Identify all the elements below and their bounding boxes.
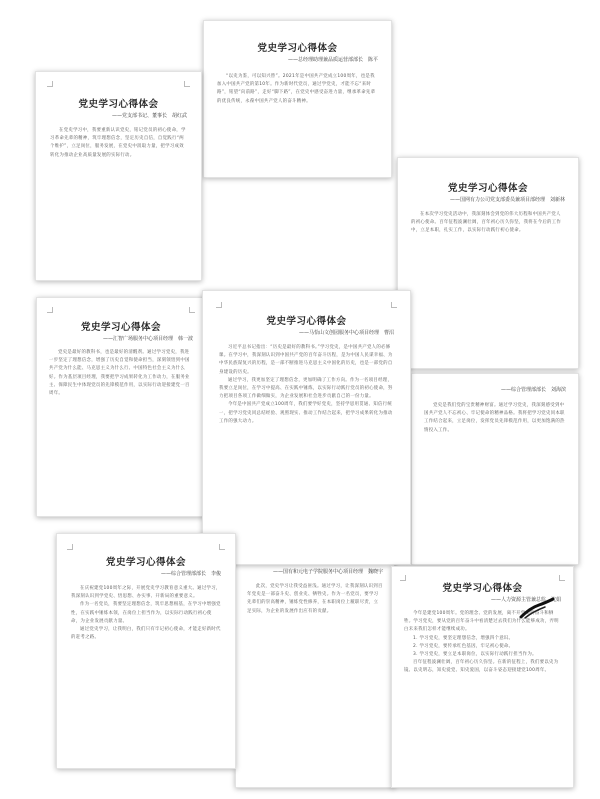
document-title: 党史学习心得体会 xyxy=(266,316,347,327)
document-author: ——马恰山文创园服务中心项目经理 曹沼 xyxy=(298,330,394,336)
document-body xyxy=(217,73,378,106)
crop-mark xyxy=(219,544,225,550)
paragraph: 作为一名党员，我要坚定理想信念，筑牢思想根基，在学习中增强党性，在实践中锤炼本领，在岗位上担当作为，以实际行动践行初心使命，为企业发展贡献力量。 xyxy=(71,602,221,624)
paragraph: 党史是我们党的宝贵精神财富。通过学习党史，我深刻感受到中国共产党人不忘初心、牢记使命的精神品格。我将把学习党史同本职工作结合起来，立足岗位，发挥党员先锋模范作用，以更加饱满的热情投入工作。 xyxy=(424,403,565,433)
document-author: ——综合管理部部长 刘海滨 xyxy=(500,387,566,393)
paragraph: 3. 学习党史，要立足本职岗位，以实际行动践行担当作为。 xyxy=(413,652,537,658)
document-body xyxy=(49,349,193,398)
document-author: ——汇智广场服务中心项目经理 韩一波 xyxy=(102,336,193,342)
crop-mark xyxy=(216,302,222,308)
document-body xyxy=(424,402,566,435)
document-page xyxy=(35,71,202,281)
paragraph: 通过学习，我更加坚定了理想信念，更加明确了工作方向。作为一名项目经理，我要立足岗位，在学习中提高、在实践中锤炼，以实际行动践行党员的初心使命，努力把项目各项工作做细做实，为企业发展和社会进步贡献自己的一份力量。 xyxy=(219,377,393,400)
crop-mark xyxy=(67,544,73,550)
document-page xyxy=(36,297,206,517)
document-body xyxy=(50,127,187,160)
document-title: 党史学习心得体会 xyxy=(257,43,338,54)
document-page xyxy=(391,566,574,788)
paragraph: 习近平总书记指出：“历史是最好的教科书。”学习党史，是中国共产党人的必修课。在学习中，我深刻认识到中国共产党的百年奋斗历程，是为中国人民谋幸福、为中华民族谋复兴的历程，是一部不断推进马克思主义中国化的历史，也是一部党的自身建设的历史。 xyxy=(219,345,393,375)
document-body xyxy=(411,211,565,236)
document-author: ——综合管理部部长 李俊 xyxy=(160,571,221,577)
paragraph: 百年征程波澜壮阔，百年初心历久弥坚。在新的征程上，我们要以史为镜、以史明志，知史爱党、知史爱国，以奋斗姿态迎接建党100周年。 xyxy=(404,660,559,674)
paragraph: “以史为鉴，可以知兴替”。2021年是中国共产党成立100周年，也是我加入中国共产党的第10年。作为新时代党员，通过学党史，才能不忘“来时路”，铭望“向前路”，走好“脚下路”，在党史中感受奋进力量，继承革命先辈的优良传统，永葆中国共产党人的奋斗精神。 xyxy=(217,74,376,104)
document-title: 党史学习心得体会 xyxy=(80,322,161,333)
document-author: ——国网有力公司党支部委员兼项目部经理 刘新林 xyxy=(449,197,565,203)
document-title: 党史学习心得体会 xyxy=(78,99,159,110)
paragraph: 在庆祝建党100周年之际，开展党史学习教育意义重大。通过学习，我深刻认识到学党史、悟思想、办实事、开新局的重要意义。 xyxy=(71,586,221,600)
document-author: ——人力资源主管兼总监 沈娟 xyxy=(490,597,561,603)
document-title: 党史学习心得体会 xyxy=(447,183,528,194)
document-page xyxy=(397,157,579,369)
document-page xyxy=(411,373,579,565)
paragraph: 今年是中国共产党成立100周年，我们要学好党史，坚持学思用贯通、知信行统一，把学习党史同总结经验、观照现实、推动工作结合起来，把学习成果转化为推动工作的强大动力。 xyxy=(219,402,393,424)
crop-mark xyxy=(47,307,53,313)
document-page xyxy=(203,20,392,178)
paragraph: 今年是建党100周年。党的理念、党的发展，离不开党员的奋斗和牺牲。学习党史，要从党的百年奋斗中看清楚过去我们为什么能够成功，弄明白未来我们怎样才能继续成功。 xyxy=(404,611,559,633)
document-title: 党史学习心得体会 xyxy=(442,583,523,594)
document-title: 党史学习心得体会 xyxy=(105,557,186,568)
document-page xyxy=(56,533,236,769)
crop-mark xyxy=(184,81,190,87)
paragraph: 在本次学习党史活动中，我深刻体会到党的伟大历程和中国共产党人的初心使命。百年征程波澜壮阔，百年初心历久弥坚，我将在今后的工作中，立足本职，扎实工作，以实际行动践行初心使命。 xyxy=(411,212,562,234)
pen-scribble-icon xyxy=(517,597,557,621)
document-page xyxy=(202,290,411,565)
paragraph: 1. 学习党史，要坚定理想信念，增强四个意识。 xyxy=(413,635,514,641)
paragraph: 党史是最好的教科书，也是最好的清醒剂。通过学习党史，我进一步坚定了理想信念，增强了历史自觉和使命担当，深刻领悟到中国共产党为什么能、马克思主义为什么行、中国特色社会主义为什么好。作为基层项目经理，我要把学习成果转化为工作动力，在服务业主、保障民生中体现党员的先锋模范作用，以实际行动迎接建党一百周年。 xyxy=(49,350,190,397)
crop-mark xyxy=(559,575,565,581)
crop-mark xyxy=(47,81,53,87)
document-body xyxy=(247,583,383,616)
paragraph: 在党史学习中，我要重新认识党史，铭记党员的初心使命，学习革命先辈的精神，筑牢理想信念，坚定历史自信，自觉践行“两个维护”，立足岗位，服务发展，在党史中汲取力量，把学习成效转化为推动企业高质量发展的实际行动。 xyxy=(50,128,186,158)
document-author: ——党支部书记、董事长 胡红武 xyxy=(111,113,187,119)
document-author: ——国有和元电子学院服务中心项目经理 魏晓宇 xyxy=(272,569,383,575)
paragraph: 此次，党史学习让我受益匪浅。通过学习，让我深刻认识到百年党史是一部奋斗史、创业史、牺牲史。作为一名党员，要学习先辈们的崇高精神，锤炼党性修养，在本职岗位上履职尽责，立足实际，为企业的发展作出应有的贡献。 xyxy=(247,584,383,614)
crop-mark xyxy=(189,307,195,313)
document-author: ——总经理助理兼品质运营部部长 陈平 xyxy=(287,57,378,63)
paragraph: 通过党史学习，让我明白，我们只有牢记初心使命，才能走好新时代的赶考之路。 xyxy=(71,627,221,641)
crop-mark xyxy=(400,575,406,581)
document-body xyxy=(71,585,221,642)
paragraph: 2. 学习党史，要传承红色基因，牢记初心使命。 xyxy=(413,643,514,649)
document-page xyxy=(235,553,395,788)
document-body xyxy=(219,344,394,426)
crop-mark xyxy=(391,302,397,308)
